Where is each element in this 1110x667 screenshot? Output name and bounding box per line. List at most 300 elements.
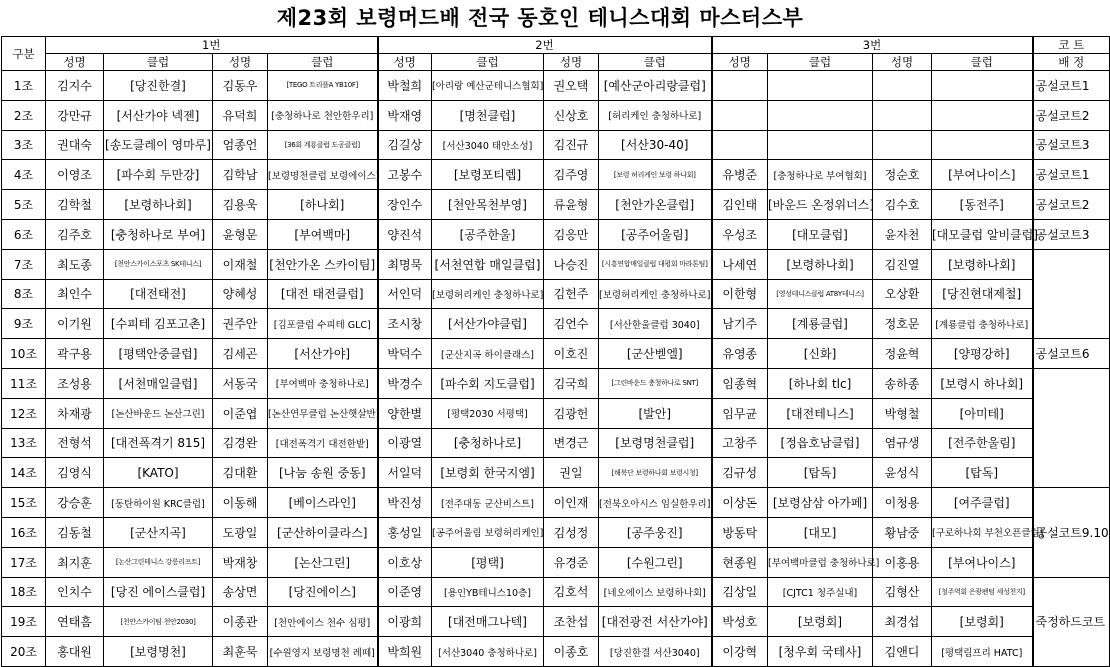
table-row: [2, 458, 1110, 488]
player-club: [논산연무클럽 논산햇살반]: [268, 398, 378, 428]
player-name: 이호상: [378, 547, 432, 577]
court-assignment: [1033, 368, 1110, 487]
player-name: 김인태: [712, 190, 768, 220]
player-name: [712, 71, 768, 101]
player-name: 임종혁: [712, 368, 768, 398]
player-club: [당진현대제철]: [932, 279, 1033, 309]
player-name: 홍성일: [378, 517, 432, 547]
player-name: 유영종: [712, 339, 768, 369]
table-row: [2, 428, 1110, 458]
player-name: 김세곤: [213, 339, 268, 369]
gu-header: 구분: [2, 37, 46, 71]
player-name: 박덕수: [378, 339, 432, 369]
player-club: [수피테 김포고촌]: [104, 309, 213, 339]
player-club: [청주역회 은광팬텀 세성천지]: [932, 577, 1033, 607]
player-club: [김포클럽 수피테 GLC]: [268, 309, 378, 339]
player-name: 남기주: [712, 309, 768, 339]
player-club: [수원그린]: [599, 547, 712, 577]
player-club: [천안가온 스카이팀]: [268, 249, 378, 279]
player-club: [보령명천]: [104, 637, 213, 667]
group-1-header: 1번: [46, 37, 378, 54]
player-club: [TEGO 트리플A YB10F]: [268, 71, 378, 101]
group-label: 6조: [2, 219, 46, 249]
court-header-bottom: 배 정: [1033, 54, 1110, 71]
table-row: [2, 100, 1110, 130]
table-row: [2, 279, 1110, 309]
player-name: [712, 130, 768, 160]
player-club: [36회 계룡클럽 도공클럽]: [268, 130, 378, 160]
player-club: [여주클럽]: [932, 488, 1033, 518]
player-club: [논산바운드 논산그린]: [104, 398, 213, 428]
club-header: 클럽: [432, 54, 544, 71]
player-name: 강승훈: [46, 488, 104, 518]
player-club: [KATO]: [104, 458, 213, 488]
player-club: [서천매일클럽]: [104, 368, 213, 398]
player-name: 박재창: [213, 547, 268, 577]
player-name: 서동국: [213, 368, 268, 398]
table-row: [2, 160, 1110, 190]
player-name: 김진규: [544, 130, 599, 160]
player-club: [예산군아리랑클럽]: [599, 71, 712, 101]
group-label: 12조: [2, 398, 46, 428]
player-club: [군산지곡 하이클래스]: [432, 339, 544, 369]
player-name: [873, 130, 932, 160]
player-name: 김진열: [873, 249, 932, 279]
player-club: [영성테니스클럽 AT8Y테니스]: [768, 279, 873, 309]
player-name: 김경완: [213, 428, 268, 458]
name-header: 성명: [213, 54, 268, 71]
player-club: [보령회]: [932, 607, 1033, 637]
court-assignment: 공설코트2: [1033, 100, 1110, 130]
player-name: 차재광: [46, 398, 104, 428]
player-club: [당진에이스]: [268, 577, 378, 607]
table-row: [2, 130, 1110, 160]
player-club: [보령시 하나회]: [932, 368, 1033, 398]
player-club: [932, 100, 1033, 130]
player-name: 유경준: [544, 547, 599, 577]
table-row: [2, 577, 1110, 607]
player-club: [시흥연합매일클럽 대평회 마라톤팀]: [599, 249, 712, 279]
player-name: 고창주: [712, 428, 768, 458]
player-name: 김규성: [712, 458, 768, 488]
player-club: [CJTC1 청주실내]: [768, 577, 873, 607]
player-club: [해북단 보령하나회 보령시청]: [599, 458, 712, 488]
player-club: [동탄하이원 KRC클럽]: [104, 488, 213, 518]
court-assignment: 공설코트1: [1033, 71, 1110, 101]
player-club: [아미테]: [932, 398, 1033, 428]
group-label: 20조: [2, 637, 46, 667]
bracket-table: [1, 36, 1110, 667]
player-name: 유병준: [712, 160, 768, 190]
player-name: 김국희: [544, 368, 599, 398]
court-assignment: 공설코트3: [1033, 219, 1110, 249]
player-club: [보령포티렙]: [432, 160, 544, 190]
player-club: [보령명천클럽 보령에이스]: [268, 160, 378, 190]
name-header: 성명: [544, 54, 599, 71]
player-club: [탑독]: [932, 458, 1033, 488]
player-club: [충청하나로 부여협회]: [768, 160, 873, 190]
player-name: 이한형: [712, 279, 768, 309]
player-name: 이홍용: [873, 547, 932, 577]
player-name: 양진석: [378, 219, 432, 249]
player-name: 이호진: [544, 339, 599, 369]
player-club: [서산가야]: [268, 339, 378, 369]
player-club: [평택]: [432, 547, 544, 577]
player-club: [계룡클럽]: [768, 309, 873, 339]
player-name: 염규생: [873, 428, 932, 458]
player-club: [대모]: [768, 517, 873, 547]
group-label: 7조: [2, 249, 46, 279]
player-club: [서산가야 넥젠]: [104, 100, 213, 130]
player-name: 최지훈: [46, 547, 104, 577]
player-club: [대전 태전클럽]: [268, 279, 378, 309]
group-label: 14조: [2, 458, 46, 488]
player-club: [송도클레이 영마루]: [104, 130, 213, 160]
player-name: 권오택: [544, 71, 599, 101]
court-assignment: 공설코트6: [1033, 339, 1110, 369]
player-club: [충청하나로 천안한우리]: [268, 100, 378, 130]
group-label: 19조: [2, 607, 46, 637]
player-name: 송상면: [213, 577, 268, 607]
player-name: 김광헌: [544, 398, 599, 428]
player-name: 엄종언: [213, 130, 268, 160]
player-club: [대모클럽 알비클럽]: [932, 219, 1033, 249]
table-row: [2, 547, 1110, 577]
player-name: 김수호: [873, 190, 932, 220]
club-header: 클럽: [104, 54, 213, 71]
player-name: 김학남: [213, 160, 268, 190]
player-name: 이준영: [378, 577, 432, 607]
player-club: [네오에이스 보령하나회]: [599, 577, 712, 607]
player-name: 방동탁: [712, 517, 768, 547]
player-club: [부여백마 충청하나로]: [268, 368, 378, 398]
player-club: [계룡클럽 충청하나로]: [932, 309, 1033, 339]
player-name: 권대숙: [46, 130, 104, 160]
player-name: 이인재: [544, 488, 599, 518]
player-club: [양평강하]: [932, 339, 1033, 369]
player-name: 김성정: [544, 517, 599, 547]
group-label: 18조: [2, 577, 46, 607]
group-label: 13조: [2, 428, 46, 458]
player-name: 권주안: [213, 309, 268, 339]
player-club: [수원영지 보령명천 레떼]: [268, 637, 378, 667]
table-row: [2, 71, 1110, 101]
player-club: [932, 71, 1033, 101]
player-name: 이기원: [46, 309, 104, 339]
player-club: [파수회 두만강]: [104, 160, 213, 190]
player-club: [허리케인 충청하나로]: [599, 100, 712, 130]
group-label: 10조: [2, 339, 46, 369]
player-club: [보령하나회]: [104, 190, 213, 220]
player-name: 윤형문: [213, 219, 268, 249]
player-name: 김학철: [46, 190, 104, 220]
player-club: [평택안중클럽]: [104, 339, 213, 369]
table-row: [2, 637, 1110, 667]
player-club: [부여백마]: [268, 219, 378, 249]
group-label: 2조: [2, 100, 46, 130]
player-club: [서산한울클럽 3040]: [599, 309, 712, 339]
player-name: 김주호: [46, 219, 104, 249]
player-name: 김용욱: [213, 190, 268, 220]
player-name: 최도종: [46, 249, 104, 279]
group-label: 4조: [2, 160, 46, 190]
player-name: 박재영: [378, 100, 432, 130]
player-name: 정순호: [873, 160, 932, 190]
player-name: 김응만: [544, 219, 599, 249]
group-label: 16조: [2, 517, 46, 547]
player-name: 박형철: [873, 398, 932, 428]
player-club: [전북오아시스 임실한우리]: [599, 488, 712, 518]
player-club: [군산벧엘]: [599, 339, 712, 369]
player-club: [아리랑 예산군테니스협회]: [432, 71, 544, 101]
player-club: [전주한울림]: [932, 428, 1033, 458]
player-name: 전형석: [46, 428, 104, 458]
player-club: [논산그린테니스 강릉리프트]: [104, 547, 213, 577]
player-name: 최경섭: [873, 607, 932, 637]
player-name: [712, 100, 768, 130]
player-club: [보령하나회]: [768, 249, 873, 279]
player-name: 박성호: [712, 607, 768, 637]
table-row: [2, 309, 1110, 339]
player-club: [나눔 송원 중동]: [268, 458, 378, 488]
page-title: 제23회 보령머드배 전국 동호인 테니스대회 마스터스부: [276, 6, 804, 30]
player-club: [평택2030 서평택]: [432, 398, 544, 428]
player-club: [천안목천부영]: [432, 190, 544, 220]
player-name: 이강혁: [712, 637, 768, 667]
player-name: 서일덕: [378, 458, 432, 488]
player-club: [공주어울림 보령허리케인]: [432, 517, 544, 547]
player-club: [천안에이스 천수 심평]: [268, 607, 378, 637]
player-name: 신상호: [544, 100, 599, 130]
player-club: [보령회]: [768, 607, 873, 637]
player-name: 이청용: [873, 488, 932, 518]
club-header: 클럽: [932, 54, 1033, 71]
player-club: [768, 100, 873, 130]
player-name: 박희원: [378, 637, 432, 667]
player-club: [보령 허리케인 보령 하나회]: [599, 160, 712, 190]
player-club: [부여백마클럽 충청하나로]: [768, 547, 873, 577]
player-club: [대전폭격기 대전한밭]: [268, 428, 378, 458]
player-club: [당진한결 서산3040]: [599, 637, 712, 667]
player-club: [공주어울림]: [599, 219, 712, 249]
player-club: [충청하나로 부여]: [104, 219, 213, 249]
court-assignment: 죽정하드코트: [1033, 577, 1110, 666]
name-header: 성명: [873, 54, 932, 71]
player-club: [군산지곡]: [104, 517, 213, 547]
name-header: 성명: [46, 54, 104, 71]
player-name: 김지수: [46, 71, 104, 101]
player-club: [용인YB테니스10층]: [432, 577, 544, 607]
player-club: [서산30-40]: [599, 130, 712, 160]
court-assignment: 공설코트2: [1033, 190, 1110, 220]
player-name: 최인수: [46, 279, 104, 309]
player-club: [청우회 국테사]: [768, 637, 873, 667]
player-name: 권일: [544, 458, 599, 488]
player-name: 정호문: [873, 309, 932, 339]
group-label: 11조: [2, 368, 46, 398]
player-name: 정윤혁: [873, 339, 932, 369]
group-label: 9조: [2, 309, 46, 339]
player-name: 우성조: [712, 219, 768, 249]
player-name: 조시창: [378, 309, 432, 339]
player-name: 김영식: [46, 458, 104, 488]
club-header: 클럽: [268, 54, 378, 71]
player-name: 이동해: [213, 488, 268, 518]
player-club: [보령회 한국지엠]: [432, 458, 544, 488]
player-name: 고봉수: [378, 160, 432, 190]
player-club: [구로하나회 부천오픈클럽]: [932, 517, 1033, 547]
player-name: 박경수: [378, 368, 432, 398]
player-club: [동전주]: [932, 190, 1033, 220]
player-club: [발안]: [599, 398, 712, 428]
player-name: 최명묵: [378, 249, 432, 279]
player-name: 서인덕: [378, 279, 432, 309]
player-name: 이종호: [544, 637, 599, 667]
player-name: 조찬섭: [544, 607, 599, 637]
player-name: 김언수: [544, 309, 599, 339]
player-name: 이준엽: [213, 398, 268, 428]
group-label: 5조: [2, 190, 46, 220]
player-club: [그린바운드 충청하나로 SNT]: [599, 368, 712, 398]
group-2-header: 2번: [378, 37, 712, 54]
player-name: 황남중: [873, 517, 932, 547]
group-label: 15조: [2, 488, 46, 518]
court-assignment: [1033, 249, 1110, 338]
player-name: 김동철: [46, 517, 104, 547]
player-club: [평택림프리 HATC]: [932, 637, 1033, 667]
player-club: [서산가야클럽]: [432, 309, 544, 339]
player-name: 나세연: [712, 249, 768, 279]
player-name: 나승진: [544, 249, 599, 279]
player-name: 오상환: [873, 279, 932, 309]
player-name: 양혜성: [213, 279, 268, 309]
player-name: 윤성식: [873, 458, 932, 488]
player-club: [당진 에이스클럽]: [104, 577, 213, 607]
player-club: [부여나이스]: [932, 547, 1033, 577]
player-name: 조성용: [46, 368, 104, 398]
player-name: 장인수: [378, 190, 432, 220]
player-club: [보령삼삼 아가페]: [768, 488, 873, 518]
table-row: [2, 517, 1110, 547]
player-name: 김주영: [544, 160, 599, 190]
player-club: [대전매그나텍]: [432, 607, 544, 637]
player-club: [천안가온클럽]: [599, 190, 712, 220]
player-name: 김길상: [378, 130, 432, 160]
player-name: 이광희: [378, 607, 432, 637]
court-assignment: 공설코트3: [1033, 130, 1110, 160]
club-header: 클럽: [768, 54, 873, 71]
player-club: [파수회 지도클럽]: [432, 368, 544, 398]
player-club: [대전광전 서산가야]: [599, 607, 712, 637]
player-club: [바운드 온정위너스]: [768, 190, 873, 220]
player-name: 김호석: [544, 577, 599, 607]
table-row: [2, 190, 1110, 220]
player-name: 홍대원: [46, 637, 104, 667]
player-club: [서천연합 매일클럽]: [432, 249, 544, 279]
player-name: 최훈묵: [213, 637, 268, 667]
player-club: [보령허리케인 충청하나로]: [599, 279, 712, 309]
player-name: 김대환: [213, 458, 268, 488]
player-name: 도광일: [213, 517, 268, 547]
table-row: [2, 249, 1110, 279]
table-row: [2, 339, 1110, 369]
player-name: 김상일: [712, 577, 768, 607]
player-name: 박철희: [378, 71, 432, 101]
player-club: [보령명천클럽]: [599, 428, 712, 458]
court-header-top: 코 트: [1033, 37, 1110, 54]
name-header: 성명: [712, 54, 768, 71]
player-club: [정읍호남클럽]: [768, 428, 873, 458]
player-club: [공주웅진]: [599, 517, 712, 547]
player-club: [932, 130, 1033, 160]
player-name: 연태흠: [46, 607, 104, 637]
player-club: [공주한울]: [432, 219, 544, 249]
table-row: [2, 398, 1110, 428]
player-club: [하나회]: [268, 190, 378, 220]
player-name: 유덕희: [213, 100, 268, 130]
player-club: [명천클럽]: [432, 100, 544, 130]
player-name: 변경근: [544, 428, 599, 458]
player-name: 양한별: [378, 398, 432, 428]
player-name: [873, 100, 932, 130]
player-club: [대전태전]: [104, 279, 213, 309]
player-name: 이상돈: [712, 488, 768, 518]
player-name: 곽구용: [46, 339, 104, 369]
player-club: [대전테니스]: [768, 398, 873, 428]
player-club: [서산3040 충청하나로]: [432, 637, 544, 667]
group-3-header: 3번: [712, 37, 1033, 54]
player-name: 이영조: [46, 160, 104, 190]
player-club: [신화]: [768, 339, 873, 369]
player-club: [논산그린]: [268, 547, 378, 577]
player-club: [768, 130, 873, 160]
player-club: [부여나이스]: [932, 160, 1033, 190]
player-name: 이종관: [213, 607, 268, 637]
player-name: 김동우: [213, 71, 268, 101]
player-club: [탑독]: [768, 458, 873, 488]
group-label: 1조: [2, 71, 46, 101]
court-assignment: 공설코트9.10: [1033, 488, 1110, 577]
player-name: 김형산: [873, 577, 932, 607]
club-header: 클럽: [599, 54, 712, 71]
player-club: [군산하이클라스]: [268, 517, 378, 547]
player-name: 류윤형: [544, 190, 599, 220]
group-label: 8조: [2, 279, 46, 309]
player-club: [베이스라인]: [268, 488, 378, 518]
player-club: [대전폭격기 815]: [104, 428, 213, 458]
table-row: [2, 219, 1110, 249]
player-name: 박진성: [378, 488, 432, 518]
court-assignment: 공설코트1: [1033, 160, 1110, 190]
player-club: [천안스카이스포츠 SK테니스]: [104, 249, 213, 279]
player-name: 김헌주: [544, 279, 599, 309]
group-label: 3조: [2, 130, 46, 160]
player-name: 이광열: [378, 428, 432, 458]
player-name: 김앤디: [873, 637, 932, 667]
group-label: 17조: [2, 547, 46, 577]
name-header: 성명: [378, 54, 432, 71]
player-club: [당진한결]: [104, 71, 213, 101]
player-club: [보령하나회]: [932, 249, 1033, 279]
player-name: 송하종: [873, 368, 932, 398]
player-club: [하나회 tlc]: [768, 368, 873, 398]
player-club: [서산3040 태안소성]: [432, 130, 544, 160]
table-row: [2, 607, 1110, 637]
player-name: 현종원: [712, 547, 768, 577]
player-club: [천안스카이팀 천안2030]: [104, 607, 213, 637]
table-row: [2, 488, 1110, 518]
player-name: 윤자천: [873, 219, 932, 249]
